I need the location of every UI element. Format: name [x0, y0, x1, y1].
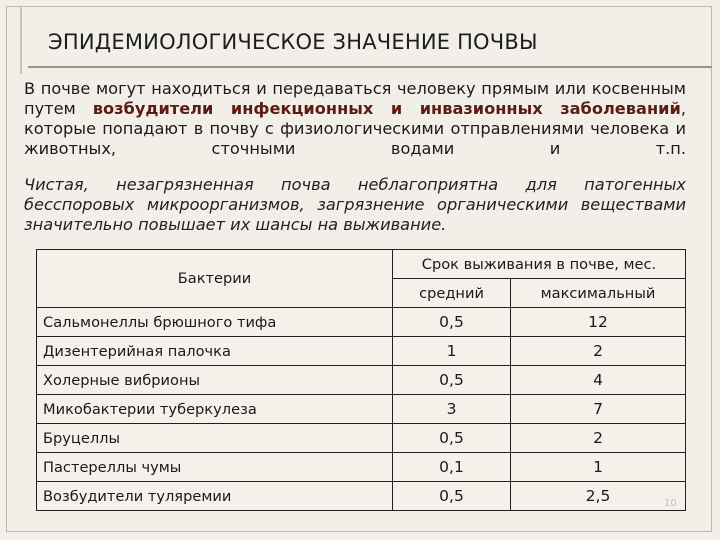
- row-name: Возбудители туляремии: [37, 482, 393, 511]
- row-max: 2,5: [511, 482, 686, 511]
- page-number: 10: [664, 498, 677, 509]
- paragraph-pathogens: [24, 79, 686, 179]
- title-bar: [6, 6, 712, 68]
- table-row: [37, 424, 686, 453]
- row-name: Пастереллы чумы: [37, 453, 393, 482]
- decorative-line: [20, 6, 22, 74]
- paragraph-text-end: , которые попадают в почву с физиологическими отправлениями человека и животных, сточными водами и т.п.: [24, 99, 686, 158]
- row-avg: 0,5: [393, 308, 511, 337]
- header-avg: средний: [393, 279, 511, 308]
- title-divider: [28, 66, 712, 68]
- survival-table: [36, 249, 686, 511]
- page-title: ЭПИДЕМИОЛОГИЧЕСКОЕ ЗНАЧЕНИЕ ПОЧВЫ: [48, 30, 538, 54]
- row-name: Сальмонеллы брюшного тифа: [37, 308, 393, 337]
- row-max: 1: [511, 453, 686, 482]
- paragraph-clean-soil: Чистая, незагрязненная почва неблагоприятна для патогенных бесспоровых микроорганизмов, загрязнение органическими веществами значительно повышает их шансы на выживание.: [24, 175, 686, 234]
- row-max: 7: [511, 395, 686, 424]
- row-max: 12: [511, 308, 686, 337]
- row-name: Микобактерии туберкулеза: [37, 395, 393, 424]
- row-avg: 0,5: [393, 366, 511, 395]
- row-name: Бруцеллы: [37, 424, 393, 453]
- row-max: 2: [511, 424, 686, 453]
- table-row: [37, 337, 686, 366]
- header-bacteria: Бактерии: [37, 250, 393, 308]
- paragraph-emphasis: возбудители инфекционных и инвазионных заболеваний: [92, 99, 681, 118]
- table-row: [37, 366, 686, 395]
- table-row: [37, 482, 686, 511]
- table-row: [37, 308, 686, 337]
- row-avg: 1: [393, 337, 511, 366]
- paragraph-text-start: В почве могут находиться и передаваться человеку прямым или косвенным путем: [24, 79, 686, 118]
- row-avg: 3: [393, 395, 511, 424]
- table-header-row: [37, 250, 686, 279]
- row-name: Холерные вибрионы: [37, 366, 393, 395]
- header-survival: Срок выживания в почве, мес.: [393, 250, 686, 279]
- row-avg: 0,5: [393, 482, 511, 511]
- row-avg: 0,5: [393, 424, 511, 453]
- row-avg: 0,1: [393, 453, 511, 482]
- header-max: максимальный: [511, 279, 686, 308]
- row-name: Дизентерийная палочка: [37, 337, 393, 366]
- row-max: 2: [511, 337, 686, 366]
- table-row: [37, 453, 686, 482]
- row-max: 4: [511, 366, 686, 395]
- table-row: [37, 395, 686, 424]
